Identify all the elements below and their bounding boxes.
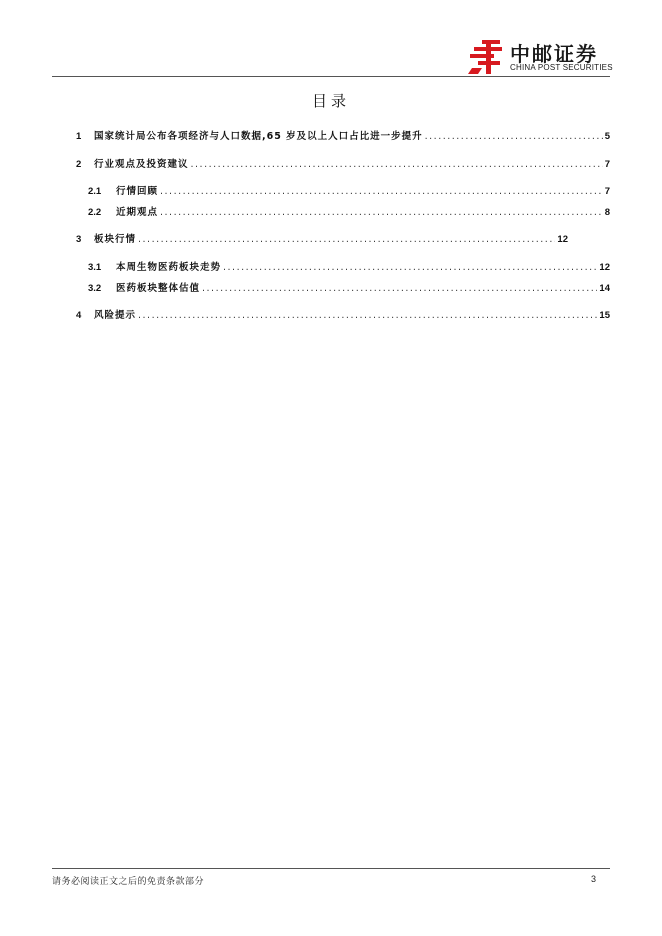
- toc-leader-dots: [138, 234, 555, 245]
- toc-entry-text: 医药板块整体估值: [116, 283, 201, 294]
- toc-entry-number: 4: [76, 310, 82, 321]
- toc-leader-dots: [191, 159, 603, 170]
- toc-entry-number: 2.2: [88, 207, 102, 218]
- header-divider: [52, 76, 610, 77]
- toc-entry-text: 行业观点及投资建议: [94, 159, 189, 170]
- toc-entry-text: 板块行情: [94, 234, 137, 245]
- toc-leader-dots: [138, 310, 597, 321]
- toc-entry-page: 7: [604, 159, 610, 170]
- toc-entry-page: 7: [604, 186, 610, 197]
- toc-title: 目录: [311, 92, 350, 110]
- toc-entry-4[interactable]: [76, 307, 610, 321]
- toc-entry-3-2[interactable]: [88, 280, 610, 294]
- toc-entry-2-1[interactable]: [88, 183, 610, 197]
- toc-entry-text: 国家统计局公布各项经济与人口数据,65 岁及以上人口占比进一步提升: [94, 131, 423, 142]
- toc-entry-number: 3.1: [88, 262, 102, 273]
- toc-entry-number: 3.2: [88, 283, 102, 294]
- toc-leader-dots: [223, 262, 597, 273]
- toc-entry-number: 2: [76, 159, 82, 170]
- toc-entry-page: 12: [557, 234, 568, 245]
- toc-entry-2-2[interactable]: [88, 204, 610, 218]
- china-post-emblem-icon: [468, 38, 508, 76]
- toc-entry-text: 行情回顾: [116, 186, 159, 197]
- footer-disclaimer: 请务必阅读正文之后的免责条款部分: [52, 877, 205, 887]
- toc-entry-3[interactable]: [76, 231, 568, 245]
- toc-entry-page: 8: [604, 207, 610, 218]
- toc-entry-number: 1: [76, 131, 82, 142]
- toc-entry-3-1[interactable]: [88, 259, 610, 273]
- brand-name-en: CHINA POST SECURITIES: [510, 63, 613, 72]
- toc-entry-text: 风险提示: [94, 310, 137, 321]
- footer-page-number: 3: [590, 874, 596, 884]
- toc-entry-text: 近期观点: [116, 207, 159, 218]
- toc-entry-2[interactable]: [76, 156, 610, 170]
- footer-divider: [52, 868, 610, 869]
- toc-entry-page: 12: [599, 262, 610, 273]
- toc-entry-page: 15: [599, 310, 610, 321]
- toc-entry-number: 2.1: [88, 186, 102, 197]
- toc-entry-page: 5: [604, 131, 610, 142]
- toc-leader-dots: [202, 283, 597, 294]
- toc-entry-1[interactable]: [76, 128, 610, 142]
- toc-leader-dots: [160, 207, 603, 218]
- toc-entry-page: 14: [599, 283, 610, 294]
- toc-leader-dots: [425, 131, 603, 142]
- toc-leader-dots: [160, 186, 603, 197]
- toc-entry-text: 本周生物医药板块走势: [116, 262, 222, 273]
- toc-entry-number: 3: [76, 234, 82, 245]
- brand-name-cn: 中邮证券: [510, 42, 598, 66]
- brand-logo: [468, 38, 612, 76]
